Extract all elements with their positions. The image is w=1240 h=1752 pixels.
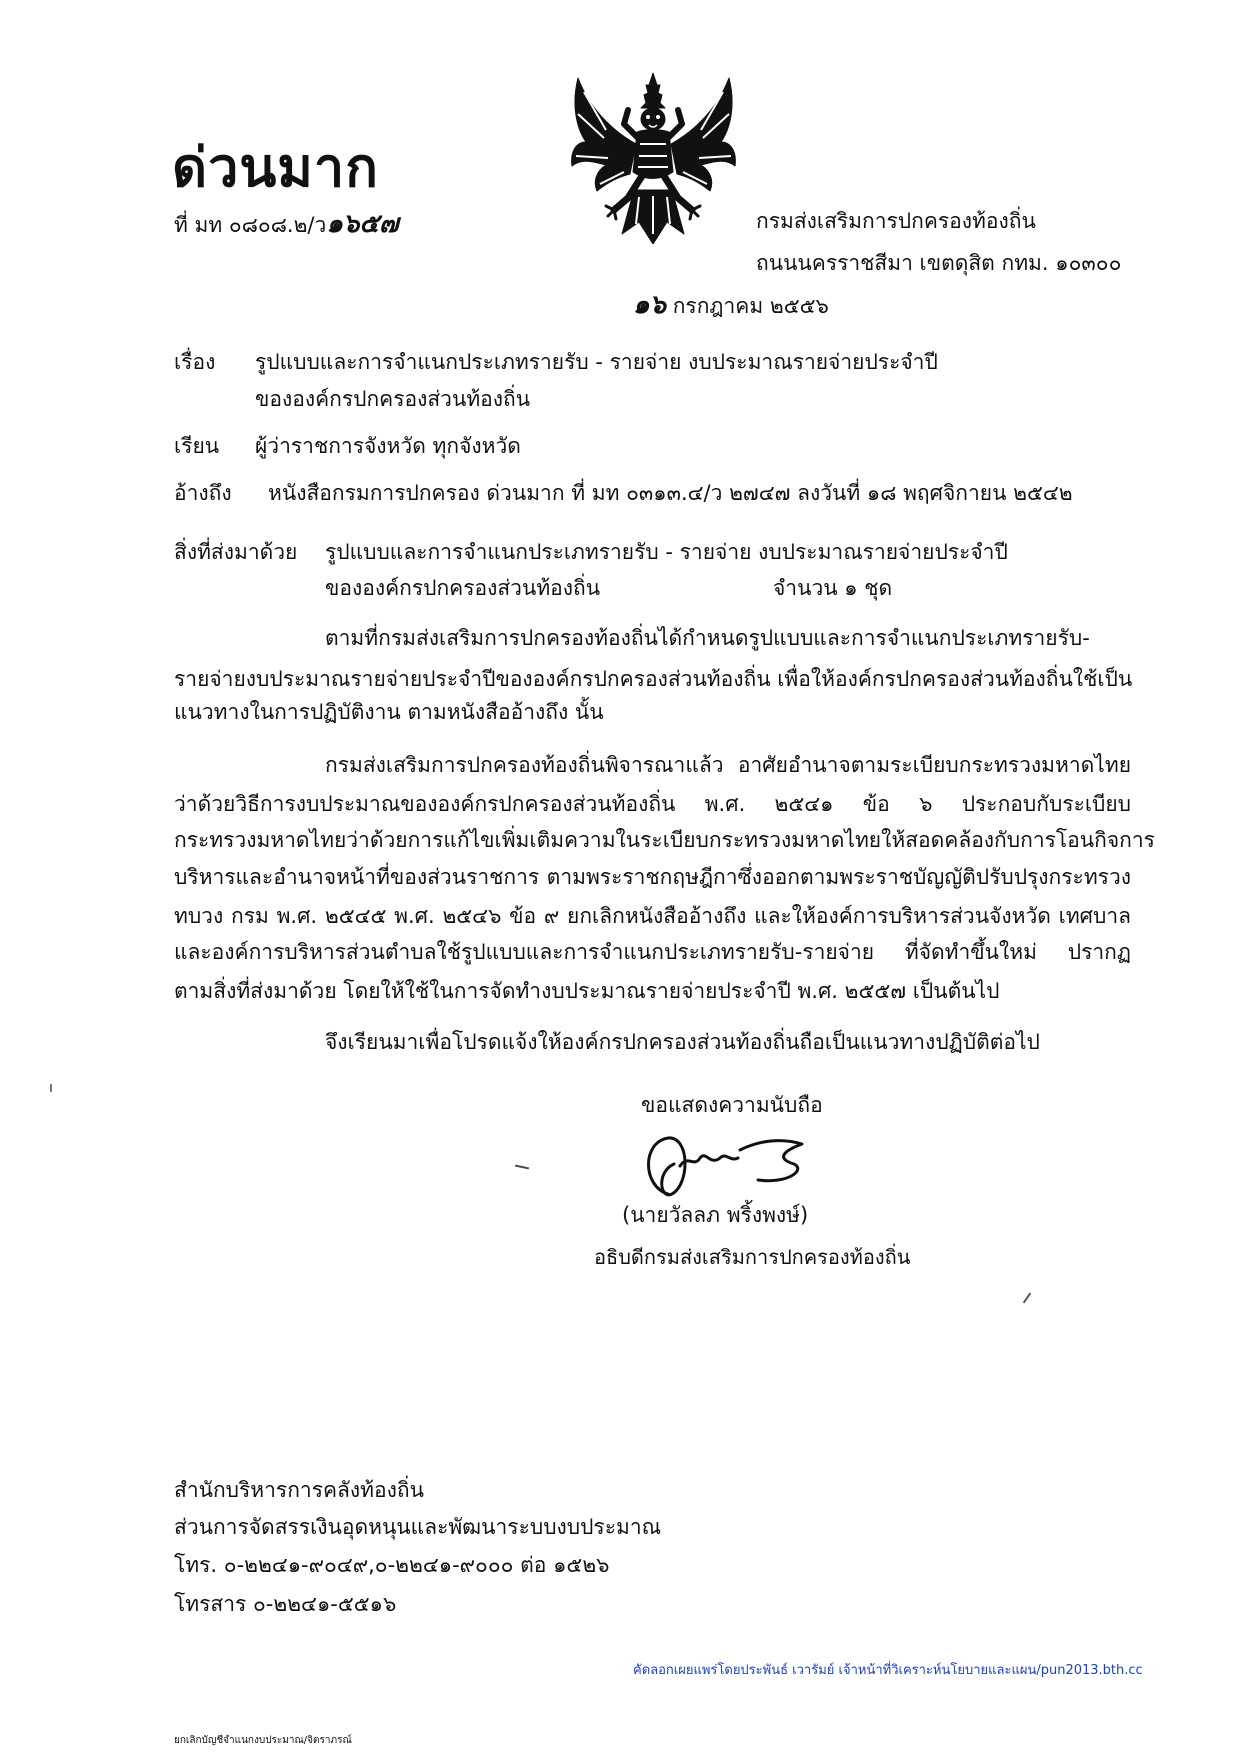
paragraph-1-line: รายจ่ายงบประมาณรายจ่ายประจำปีขององค์กรปกครองส่วนท้องถิ่น เพื่อให้องค์กรปกครองส่วนท้องถิ่นใช้เป็น <box>174 667 1133 691</box>
reference-number-prefix: ที่ มท ๐๘๐๘.๒/ว <box>174 213 327 237</box>
enclosure-quantity: จำนวน ๑ ชุด <box>773 576 893 600</box>
signature-icon <box>630 1128 830 1208</box>
enclosure-label: สิ่งที่ส่งมาด้วย <box>174 540 298 564</box>
letter-date-day: ๑๖ <box>633 290 667 320</box>
paragraph-1-line: แนวทางในการปฏิบัติงาน ตามหนังสืออ้างถึง นั้น <box>174 700 604 724</box>
issuer-address: ถนนนครราชสีมา เขตดุสิต กทม. ๑๐๓๐๐ <box>756 251 1122 275</box>
paragraph-2-line: ตามสิ่งที่ส่งมาด้วย โดยให้ใช้ในการจัดทำงบประมาณรายจ่ายประจำปี พ.ศ. ๒๕๕๗ เป็นต้นไป <box>174 979 1000 1003</box>
reference-number <box>174 209 399 240</box>
addressee-text: ผู้ว่าราชการจังหวัด ทุกจังหวัด <box>255 434 521 458</box>
issuer-name: กรมส่งเสริมการปกครองท้องถิ่น <box>756 209 1036 233</box>
garuda-emblem <box>566 72 741 244</box>
signatory-position: อธิบดีกรมส่งเสริมการปกครองท้องถิ่น <box>594 1245 911 1269</box>
scan-mark <box>515 1165 529 1170</box>
paragraph-2-line: และองค์การบริหารส่วนตำบลใช้รูปแบบและการจำแนกประเภทรายรับ-รายจ่าย ที่จัดทำขึ้นใหม่ ปรากฏ <box>174 940 1131 964</box>
closing-sentence: จึงเรียนมาเพื่อโปรดแจ้งให้องค์กรปกครองส่วนท้องถิ่นถือเป็นแนวทางปฏิบัติต่อไป <box>325 1030 1040 1054</box>
paragraph-2-line: กรมส่งเสริมการปกครองท้องถิ่นพิจารณาแล้ว อาศัยอำนาจตามระเบียบกระทรวงมหาดไทย <box>325 753 1131 777</box>
signatory-name: (นายวัลลภ พริ้งพงษ์) <box>622 1203 809 1227</box>
right-wing <box>671 78 735 191</box>
urgency-heading: ด่วนมาก <box>172 136 379 199</box>
paragraph-2-line: ว่าด้วยวิธีการงบประมาณขององค์กรปกครองส่วนท้องถิ่น พ.ศ. ๒๕๔๑ ข้อ ๖ ประกอบกับระเบียบ <box>174 792 1131 816</box>
contact-office: สำนักบริหารการคลังท้องถิ่น <box>174 1478 424 1502</box>
paragraph-1-line: ตามที่กรมส่งเสริมการปกครองท้องถิ่นได้กำหนดรูปแบบและการจำแนกประเภทรายรับ- <box>325 626 1090 650</box>
subject-label: เรื่อง <box>174 350 216 374</box>
enclosure-line: ขององค์กรปกครองส่วนท้องถิ่น <box>325 576 601 600</box>
garuda-emblem-icon <box>566 72 741 244</box>
reference-text: หนังสือกรมการปกครอง ด่วนมาก ที่ มท ๐๓๑๓.๔/ว ๒๗๔๗ ลงวันที่ ๑๘ พฤศจิกายน ๒๕๔๒ <box>268 481 1073 505</box>
attribution-note: คัดลอกเผยแพร่โดยประพันธ์ เวารัมย์ เจ้าหน้าที่วิเคราะห์นโยบายและแผน/pun2013.bth.cc <box>633 1663 1143 1678</box>
paragraph-2-line: ทบวง กรม พ.ศ. ๒๕๔๕ พ.ศ. ๒๕๔๖ ข้อ ๙ ยกเลิกหนังสืออ้างถึง และให้องค์การบริหารส่วนจังหวัด เทศบาล <box>174 904 1131 928</box>
letter-date-month-year: กรกฎาคม ๒๕๕๖ <box>672 294 829 318</box>
contact-phone: โทร. ๐-๒๒๔๑-๙๐๔๙,๐-๒๒๔๑-๙๐๐๐ ต่อ ๑๕๒๖ <box>174 1553 610 1577</box>
reference-label: อ้างถึง <box>174 481 232 505</box>
subject-line: รูปแบบและการจำแนกประเภทรายรับ - รายจ่าย งบประมาณรายจ่ายประจำปี <box>255 350 938 374</box>
addressee-label: เรียน <box>174 434 220 458</box>
left-wing <box>572 78 636 191</box>
subject-line: ขององค์กรปกครองส่วนท้องถิ่น <box>255 387 531 411</box>
handwritten-signature <box>630 1128 830 1208</box>
salutation: ขอแสดงความนับถือ <box>641 1093 823 1117</box>
contact-division: ส่วนการจัดสรรเงินอุดหนุนและพัฒนาระบบงบประมาณ <box>174 1515 662 1539</box>
letter-date <box>633 290 829 321</box>
paragraph-2-line: กระทรวงมหาดไทยว่าด้วยการแก้ไขเพิ่มเติมความในระเบียบกระทรวงมหาดไทยให้สอดคล้องกับการโอนกิจการ <box>174 828 1155 852</box>
enclosure-line: รูปแบบและการจำแนกประเภทรายรับ - รายจ่าย งบประมาณรายจ่ายประจำปี <box>325 540 1008 564</box>
file-note: ยกเลิกบัญชีจำแนกงบประมาณ/จิตราภรณ์ <box>174 1735 352 1746</box>
reference-number-handwritten: ๑๖๕๗ <box>326 209 399 239</box>
scan-mark <box>1023 1293 1032 1304</box>
contact-fax: โทรสาร ๐-๒๒๔๑-๕๕๑๖ <box>174 1592 397 1616</box>
paragraph-2-line: บริหารและอำนาจหน้าที่ของส่วนราชการ ตามพระราชกฤษฎีกาซึ่งออกตามพระราชบัญญัติปรับปรุงกระทรวง <box>174 865 1131 889</box>
scan-mark <box>50 1084 52 1092</box>
